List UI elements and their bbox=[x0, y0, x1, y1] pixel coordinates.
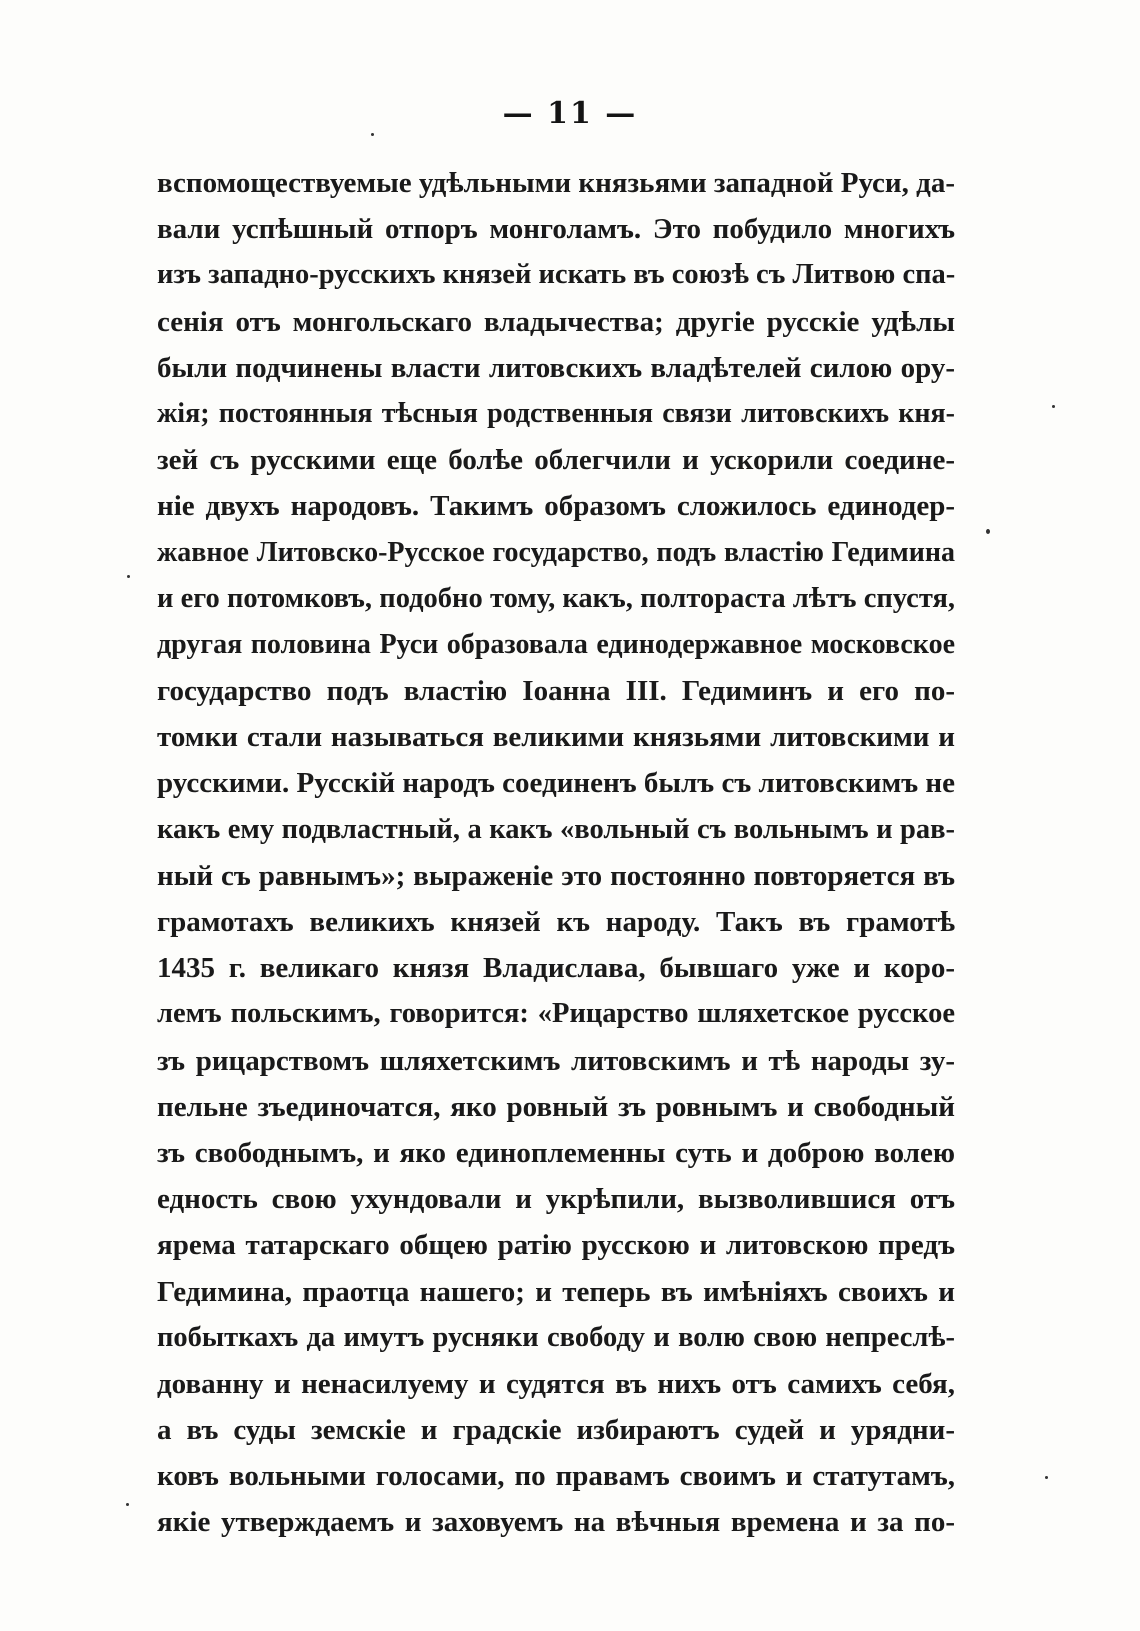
text-line: едность свою ухундовали и укрѣпили, вызволившися отъ bbox=[157, 1183, 955, 1216]
scan-speck bbox=[127, 575, 130, 578]
text-line: зъ рицарствомъ шляхетскимъ литовскимъ и тѣ народы зу- bbox=[157, 1044, 955, 1077]
text-line: дованну и ненасилуему и судятся въ нихъ отъ самихъ себя, bbox=[157, 1367, 955, 1400]
text-line: ковъ вольными голосами, по правамъ своимъ и статутамъ, bbox=[157, 1460, 955, 1493]
text-line: 1435 г. великаго князя Владислава, бывшаго уже и коро- bbox=[157, 952, 955, 985]
text-line: жавное Литовско-Русское государство, подъ властію Гедимина bbox=[157, 536, 955, 568]
text-line: ніе двухъ народовъ. Такимъ образомъ сложилось единодер- bbox=[157, 490, 955, 523]
text-line: грамотахъ великихъ князей къ народу. Такъ въ грамотѣ bbox=[157, 906, 955, 938]
text-line: якіе утверждаемъ и заховуемъ на вѣчныя времена и за по- bbox=[157, 1506, 955, 1539]
text-line: вали успѣшный отпоръ монголамъ. Это побудило многихъ bbox=[157, 213, 955, 246]
text-line: томки стали называться великими князьями литовскими и bbox=[157, 721, 955, 754]
scan-speck bbox=[1052, 405, 1055, 408]
text-line: ярема татарскаго общею ратію русскою и литовскою предъ bbox=[157, 1229, 955, 1262]
text-line: ный съ равнымъ»; выраженіе это постоянно повторяется въ bbox=[157, 859, 955, 892]
text-line: изъ западно-русскихъ князей искать въ союзѣ съ Литвою спа- bbox=[157, 259, 955, 291]
text-line: жія; постоянныя тѣсныя родственныя связи литовскихъ кня- bbox=[157, 397, 955, 429]
body-text bbox=[157, 160, 955, 1546]
page-number: — 11 — bbox=[502, 96, 638, 131]
text-line: сенія отъ монгольскаго владычества; другіе русскіе удѣлы bbox=[157, 305, 955, 338]
scan-speck bbox=[371, 133, 374, 136]
text-line: государство подъ властію Іоанна III. Гедиминъ и его по- bbox=[157, 675, 955, 708]
text-line: зъ свободнымъ, и яко единоплеменны суть и доброю волею bbox=[157, 1136, 955, 1169]
text-line: пельне зъединочатся, яко ровный зъ ровнымъ и свободный bbox=[157, 1090, 955, 1123]
text-line: побыткахъ да имутъ русняки свободу и волю свою непреслѣ- bbox=[157, 1321, 955, 1353]
text-line: вспомоществуемые удѣльными князьями западной Руси, да- bbox=[157, 167, 955, 199]
text-line: были подчинены власти литовскихъ владѣтелей силою ору- bbox=[157, 351, 955, 384]
scan-speck bbox=[1045, 1476, 1048, 1479]
text-line: зей съ русскими еще болѣе облегчили и ускорили соедине- bbox=[157, 444, 955, 477]
text-line: лемъ польскимъ, говорится: «Рицарство шляхетское русское bbox=[157, 998, 955, 1030]
scan-speck bbox=[126, 1503, 129, 1506]
scan-speck bbox=[986, 529, 990, 534]
text-line: Гедимина, праотца нашего; и теперь въ имѣніяхъ своихъ и bbox=[157, 1275, 955, 1308]
text-line: и его потомковъ, подобно тому, какъ, полтораста лѣтъ спустя, bbox=[157, 582, 955, 614]
text-line: русскими. Русскій народъ соединенъ былъ съ литовскимъ не bbox=[157, 767, 955, 800]
text-line: а въ суды земскіе и градскіе избираютъ судей и урядни- bbox=[157, 1414, 955, 1447]
text-line: другая половина Руси образовала единодержавное московское bbox=[157, 628, 955, 660]
text-line: какъ ему подвластный, а какъ «вольный съ вольнымъ и рав- bbox=[157, 813, 955, 845]
